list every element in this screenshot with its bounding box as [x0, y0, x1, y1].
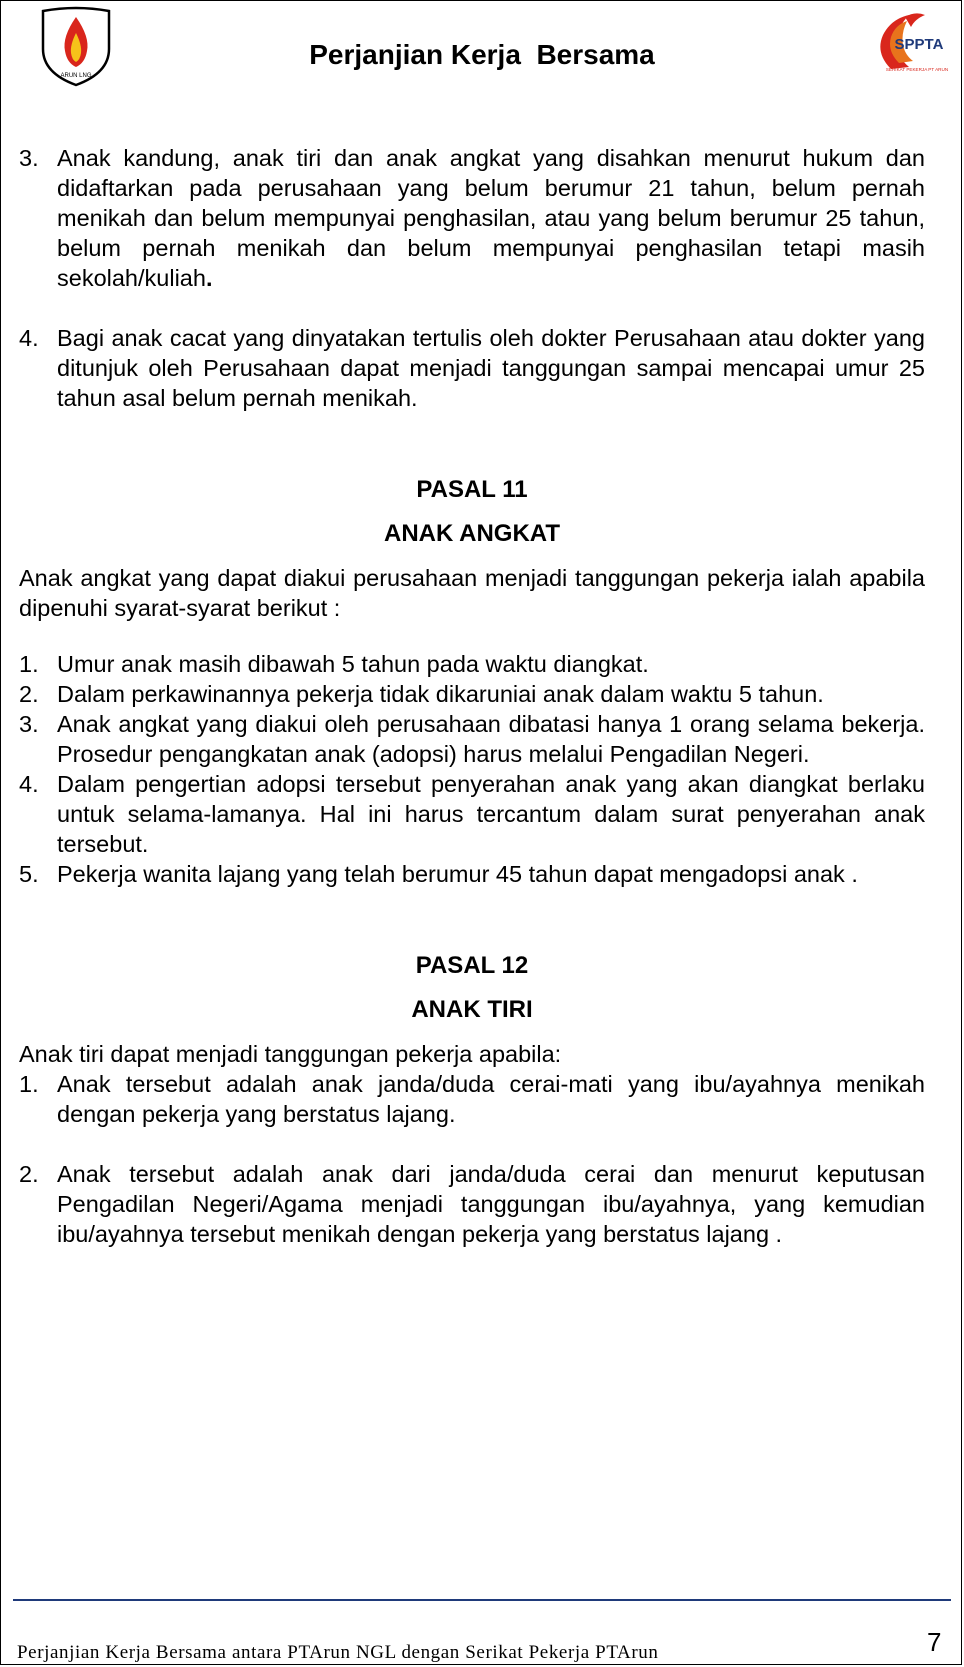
list-item-end: . [205, 265, 213, 291]
list-item-text: Bagi anak cacat yang dinyatakan tertulis oleh dokter Perusahaan atau dokter yang ditunjuk oleh Perusahaan dapat menjadi tanggungan sampai mencapai umur 25 tahun asal belum pernah menikah. [57, 325, 925, 411]
list-item-number: 1. [19, 651, 39, 677]
list-item-number: 3. [19, 711, 39, 737]
list-item [19, 1159, 925, 1249]
pasal-12-intro: Anak tiri dapat menjadi tanggungan pekerja apabila: [19, 1041, 562, 1067]
list-item-text: Anak tersebut adalah anak janda/duda cerai-mati yang ibu/ayahnya menikah dengan pekerja yang berstatus lajang. [57, 1071, 925, 1127]
list-item-text: Dalam pengertian adopsi tersebut penyerahan anak yang akan diangkat berlaku untuk selama-lamanya. Hal ini harus tercantum dalam surat penyerahan anak tersebut. [57, 771, 925, 857]
pasal-11-subheading: ANAK ANGKAT [384, 520, 560, 547]
document-body [19, 143, 925, 1249]
list-item-text: Anak kandung, anak tiri dan anak angkat yang disahkan menurut hukum dan didaftarkan pada perusahaan yang belum berumur 21 tahun, belum pernah menikah dan belum mempunyai penghasilan, atau yang belum berumur 25 tahun, belum pernah menikah dan belum mempunyai penghasilan tetapi masih sekolah/kuliah [57, 145, 925, 291]
list-item-number: 5. [19, 861, 39, 887]
pasal-12-subheading: ANAK TIRI [411, 996, 533, 1023]
page-number: 7 [927, 1627, 942, 1657]
list-item [19, 769, 925, 859]
logo-right-caption: SPPTA [894, 36, 944, 53]
list-item-text: Umur anak masih dibawah 5 tahun pada waktu diangkat. [57, 651, 649, 677]
page-header [1, 1, 962, 119]
list-item-text: Dalam perkawinannya pekerja tidak dikaruniai anak dalam waktu 5 tahun. [57, 681, 824, 707]
pasal-11-heading: PASAL 11 [416, 476, 528, 503]
list-item-text: Anak tersebut adalah anak dari janda/duda cerai dan menurut keputusan Pengadilan Negeri/Agama menjadi tanggungan ibu/ayahnya, yang kemudian ibu/ayahnya tersebut menikah dengan pekerja yang berstatus lajang . [57, 1161, 925, 1247]
document-title: Perjanjian Kerja Bersama [309, 39, 655, 70]
list-item [19, 679, 925, 709]
pasal-11-intro: Anak angkat yang dapat diakui perusahaan menjadi tanggungan pekerja ialah apabila dipenuhi syarat-syarat berikut : [19, 565, 925, 621]
list-item-text: Pekerja wanita lajang yang telah berumur 45 tahun dapat mengadopsi anak . [57, 861, 858, 887]
list-item [19, 709, 925, 769]
logo-left-caption: ARUN LNG [60, 73, 92, 79]
list-item [19, 859, 925, 889]
footer-text: Perjanjian Kerja Bersama antara PTArun NGL dengan Serikat Pekerja PTArun [17, 1642, 659, 1663]
footer-divider [13, 1599, 951, 1601]
list-item-number: 1. [19, 1071, 39, 1097]
list-item-number: 2. [19, 681, 39, 707]
list-item-number: 4. [19, 325, 39, 351]
logo-right-subcaption: SERIKAT PEKERJA PT ARUN [885, 67, 949, 72]
list-item [19, 323, 925, 413]
list-item-number: 4. [19, 771, 39, 797]
list-item [19, 649, 925, 679]
list-item-number: 3. [19, 145, 39, 171]
list-item-text: Anak angkat yang diakui oleh perusahaan dibatasi hanya 1 orang selama bekerja. Prosedur pengangkatan anak (adopsi) harus melalui Pengadilan Negeri. [57, 711, 925, 767]
pasal-12-heading: PASAL 12 [415, 952, 529, 979]
list-item [19, 1069, 925, 1129]
sppta-logo [869, 7, 955, 87]
list-item [19, 143, 925, 293]
list-item-number: 2. [19, 1161, 39, 1187]
